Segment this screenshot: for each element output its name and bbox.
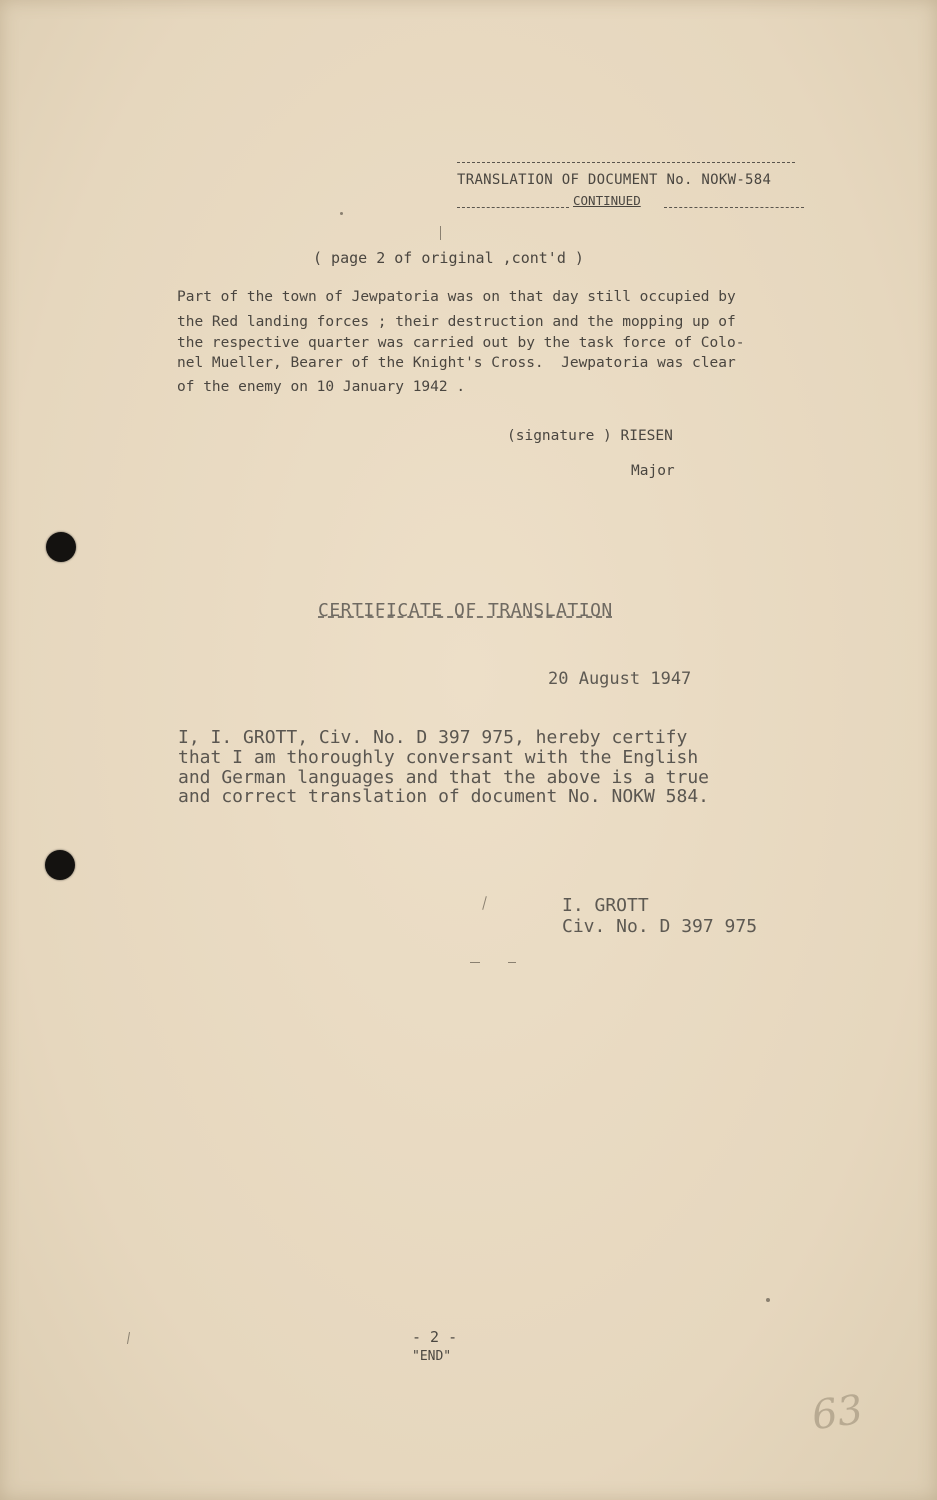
certificate-line: and German languages and that the above is a true xyxy=(178,766,710,788)
punch-hole-bottom xyxy=(45,850,75,880)
translation-paragraph xyxy=(177,290,817,395)
certificate-statement xyxy=(178,728,709,807)
continued-label: CONTINUED xyxy=(573,193,641,208)
paper-speck xyxy=(766,1298,770,1302)
paragraph-line: nel Mueller, Bearer of the Knight's Cross. Jewpatoria was clear xyxy=(177,354,736,371)
paper-speck xyxy=(340,212,343,215)
certificate-heading: CERTIFICATE OF TRANSLATION xyxy=(318,600,613,621)
paragraph-line: of the enemy on 10 January 1942 . xyxy=(177,379,466,395)
punch-hole-top xyxy=(46,532,76,562)
certificate-line: I, I. GROTT, Civ. No. D 397 975, hereby certify xyxy=(178,727,688,748)
paper-speck xyxy=(470,962,480,963)
paper-speck xyxy=(482,896,487,910)
paragraph-line: the Red landing forces ; their destruction and the mopping up of xyxy=(177,313,736,330)
paper-speck xyxy=(508,962,516,963)
signature-line: (signature ) RIESEN xyxy=(507,428,673,444)
document-title: TRANSLATION OF DOCUMENT No. NOKW-584 xyxy=(457,172,772,188)
handwritten-page-number: 63 xyxy=(809,1386,866,1440)
end-marker: "END" xyxy=(412,1349,452,1364)
header-rule-bottom-left xyxy=(457,207,569,208)
header-rule-bottom-right xyxy=(664,207,804,208)
certificate-date: 20 August 1947 xyxy=(548,669,692,689)
translator-civ-number: Civ. No. D 397 975 xyxy=(562,915,758,937)
paragraph-line: the respective quarter was carried out by the task force of Colo- xyxy=(177,335,745,351)
page-reference: ( page 2 of original ,cont'd ) xyxy=(313,249,584,267)
translator-signature-block xyxy=(562,896,757,937)
page-number: - 2 - xyxy=(412,1328,458,1346)
paragraph-line: Part of the town of Jewpatoria was on that day still occupied by xyxy=(177,289,736,305)
paper-speck xyxy=(440,226,441,240)
signer-rank: Major xyxy=(631,463,675,479)
header-rule-top xyxy=(457,162,795,163)
translator-name: I. GROTT xyxy=(562,895,649,916)
paper-speck xyxy=(127,1332,130,1344)
certificate-line: and correct translation of document No. NOKW 584. xyxy=(178,786,710,808)
certificate-line: that I am thoroughly conversant with the English xyxy=(178,746,699,768)
